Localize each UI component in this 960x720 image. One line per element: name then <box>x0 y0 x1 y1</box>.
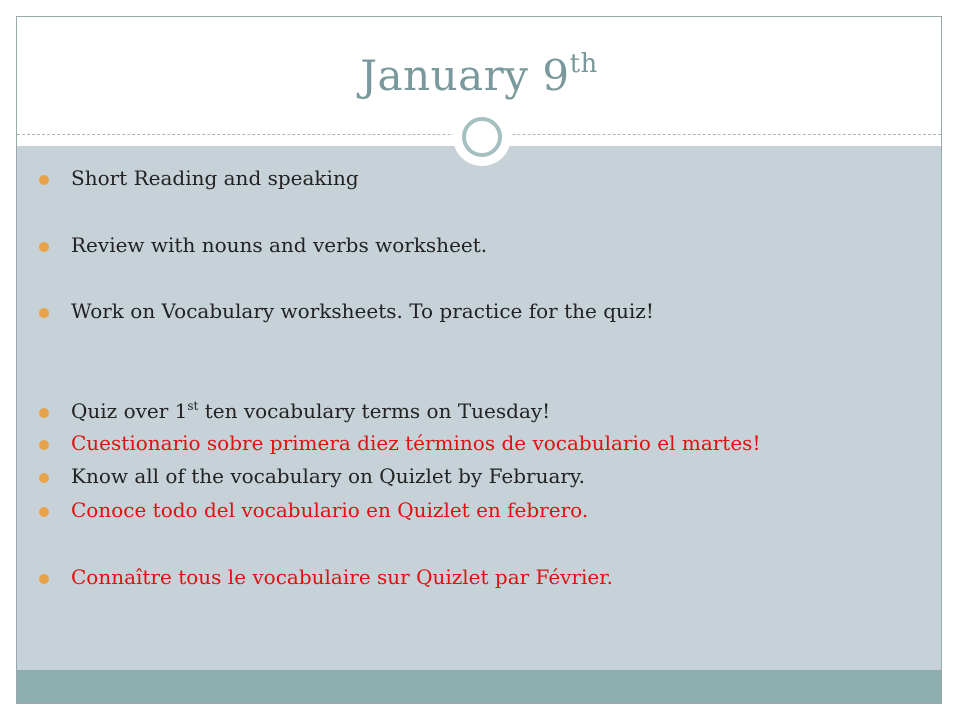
bullet-dot-icon <box>39 473 49 483</box>
bullet-item <box>71 431 760 455</box>
bullet-dot-icon <box>39 440 49 450</box>
content-area <box>17 146 941 670</box>
bullet-text: Work on Vocabulary worksheets. To practice for the quiz! <box>71 299 654 323</box>
bullet-text: Short Reading and speaking <box>71 166 359 190</box>
slide-title-superscript: th <box>569 49 598 79</box>
slide-title-text: January 9 <box>360 51 570 100</box>
bullet-item <box>71 565 613 589</box>
ring-ornament-icon <box>453 108 511 166</box>
bullet-text: Know all of the vocabulary on Quizlet by February. <box>71 464 585 488</box>
bullet-item <box>71 498 588 522</box>
bullet-text-part: Quiz over 1 <box>71 399 188 423</box>
bullet-item <box>71 464 585 488</box>
bullet-dot-icon <box>39 507 49 517</box>
bullet-item <box>71 166 359 190</box>
bullet-text: Cuestionario sobre primera diez términos de vocabulario el martes! <box>71 431 761 455</box>
bullet-dot-icon <box>39 308 49 318</box>
bullet-text <box>71 399 550 423</box>
ring-inner <box>462 117 502 157</box>
bullet-text-superscript: st <box>187 399 199 413</box>
bullet-item <box>71 399 550 423</box>
bullet-dot-icon <box>39 175 49 185</box>
bullet-text: Review with nouns and verbs worksheet. <box>71 233 488 257</box>
bullet-item <box>71 233 487 257</box>
bullet-text: Conoce todo del vocabulario en Quizlet en febrero. <box>71 498 589 522</box>
slide <box>16 16 942 704</box>
bullet-dot-icon <box>39 408 49 418</box>
bullet-item <box>71 299 654 323</box>
bullet-text: Connaître tous le vocabulaire sur Quizlet par Février. <box>71 565 613 589</box>
bullet-dot-icon <box>39 242 49 252</box>
bullet-dot-icon <box>39 574 49 584</box>
bullet-text-part: ten vocabulary terms on Tuesday! <box>198 399 551 423</box>
footer-band <box>17 670 941 704</box>
slide-title <box>17 51 941 100</box>
